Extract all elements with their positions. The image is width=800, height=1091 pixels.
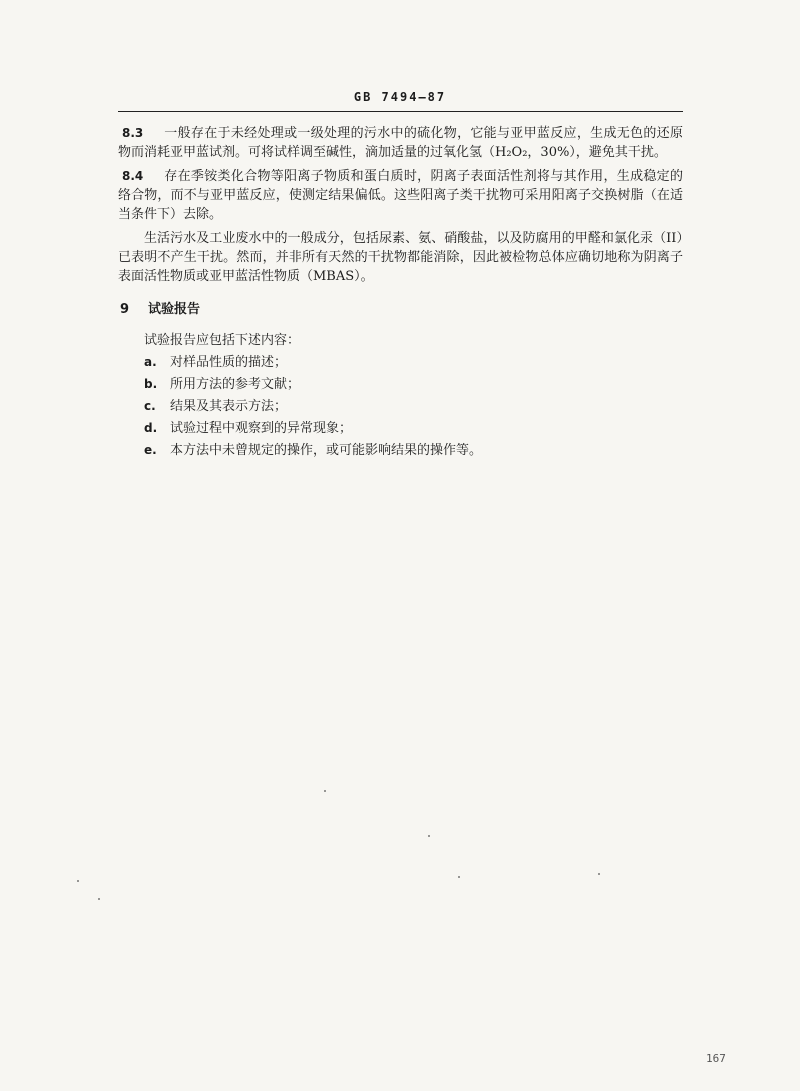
report-items-list: [118, 353, 683, 460]
item-text: 所用方法的参考文献；: [170, 377, 301, 392]
section-number: 9: [120, 302, 130, 317]
item-letter: a.: [144, 355, 157, 369]
list-item: [118, 375, 683, 394]
list-item: [118, 353, 683, 372]
clause-number: 8.4: [122, 169, 144, 183]
section-title: 试验报告: [148, 302, 201, 317]
scan-speck: [98, 898, 100, 900]
scan-speck: [458, 876, 460, 878]
body-text: [118, 124, 683, 463]
item-letter: d.: [144, 421, 158, 435]
item-letter: b.: [144, 377, 158, 391]
section-heading: [118, 300, 683, 319]
clause-8-3: [118, 124, 683, 162]
scan-speck: [77, 880, 79, 882]
clause-text: 存在季铵类化合物等阳离子物质和蛋白质时，阴离子表面活性剂将与其作用，生成稳定的络合物，而不与亚甲蓝反应，使测定结果偏低。这些阳离子类干扰物可采用阳离子交换树脂（在适当条件下）去除。: [118, 169, 683, 222]
item-text: 对样品性质的描述；: [170, 355, 288, 370]
item-text: 试验过程中观察到的异常现象；: [170, 421, 353, 436]
item-text: 结果及其表示方法；: [170, 399, 288, 414]
scan-speck: [598, 873, 600, 875]
item-text: 本方法中未曾规定的操作，或可能影响结果的操作等。: [170, 443, 483, 458]
item-letter: c.: [144, 399, 156, 413]
list-item: [118, 441, 683, 460]
scan-speck: [324, 790, 326, 792]
header-rule: [118, 111, 683, 112]
note-paragraph: 生活污水及工业废水中的一般成分，包括尿素、氨、硝酸盐，以及防腐用的甲醛和氯化汞（II）已表明不产生干扰。然而，并非所有天然的干扰物都能消除，因此被检物总体应确切地称为阴离子表面活性物质或亚甲蓝活性物质（MBAS）。: [118, 231, 683, 284]
list-item: [118, 419, 683, 438]
item-letter: e.: [144, 443, 157, 457]
scan-speck: [428, 835, 430, 837]
report-intro: 试验报告应包括下述内容：: [144, 333, 301, 348]
clause-text: 一般存在于未经处理或一级处理的污水中的硫化物，它能与亚甲蓝反应，生成无色的还原物而消耗亚甲蓝试剂。可将试样调至碱性，滴加适量的过氧化氢（H₂O₂，30%），避免其干扰。: [118, 126, 683, 160]
standard-code-header: GB 7494—87: [353, 90, 447, 104]
list-item: [118, 397, 683, 416]
clause-number: 8.3: [122, 126, 144, 140]
clause-8-4: [118, 167, 683, 224]
page-number: 167: [706, 1052, 726, 1065]
